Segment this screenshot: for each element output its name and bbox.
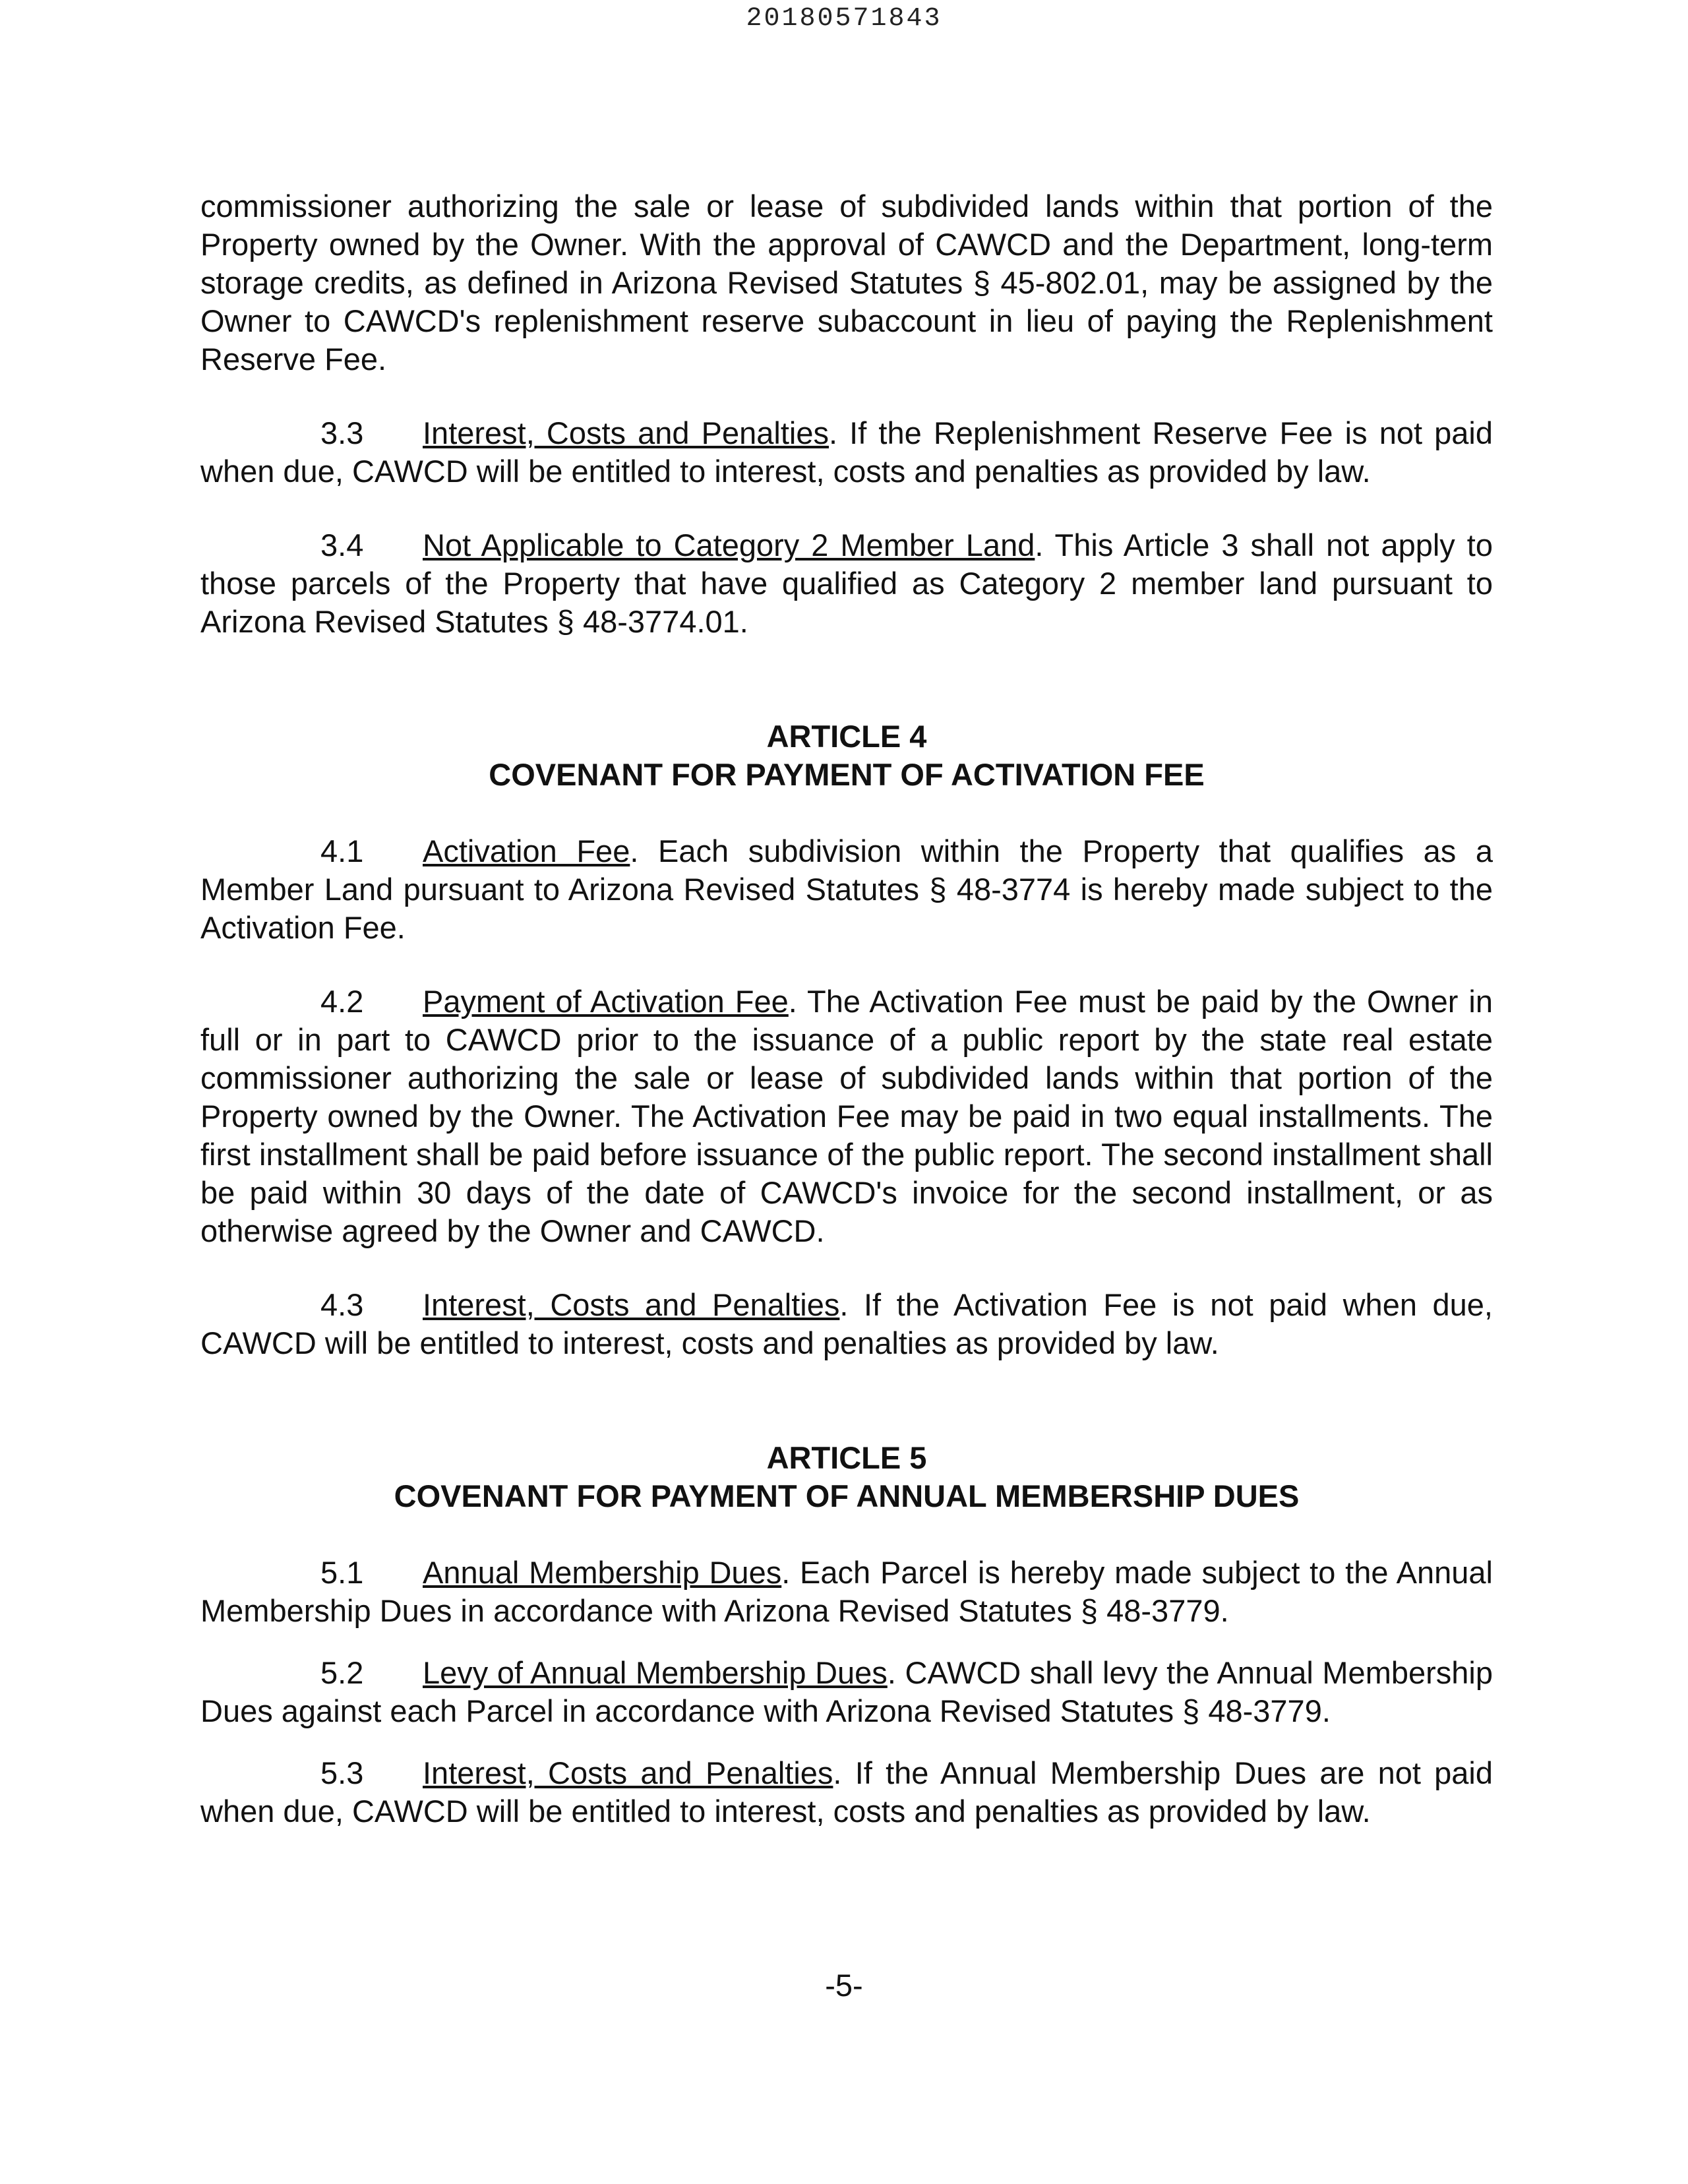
section-text: . If the Replenishment Reserve Fee is not paid when due, CAWCD will be entitled to interest, costs and penalties as provided by law. — [200, 415, 1493, 489]
section-text: . If the Annual Membership Dues are not paid when due, CAWCD will be entitled to interest, costs and penalties as provided by law. — [200, 1755, 1493, 1829]
article-title: ARTICLE 4 — [766, 719, 927, 754]
section-text: . This Article 3 shall not apply to those parcels of the Property that have qualified as Category 2 member land pursuant to Arizona Revised Statutes § 48-3774.01. — [200, 528, 1493, 639]
article-5-heading — [200, 1439, 1493, 1515]
section-title: Interest, Costs and Penalties — [423, 415, 829, 450]
section-number: 4.1 — [320, 834, 364, 868]
section-text: . Each subdivision within the Property that qualifies as a Member Land pursuant to Arizona Revised Statutes § 48-3774 is hereby made subject to the Activation Fee. — [200, 834, 1493, 945]
section-title: Interest, Costs and Penalties — [423, 1287, 840, 1322]
section-title: Activation Fee — [423, 834, 630, 868]
section-number: 5.1 — [320, 1555, 364, 1590]
section-number: 4.3 — [320, 1287, 364, 1322]
section-4-2 — [200, 983, 1493, 1250]
section-5-3 — [200, 1754, 1493, 1831]
section-title: Annual Membership Dues — [423, 1555, 782, 1590]
section-title: Payment of Activation Fee — [423, 984, 789, 1019]
page-body — [200, 187, 1493, 1831]
section-title: Not Applicable to Category 2 Member Land — [423, 528, 1035, 562]
section-4-1 — [200, 832, 1493, 947]
article-title: ARTICLE 5 — [766, 1440, 927, 1475]
section-3-4 — [200, 526, 1493, 641]
section-title: Interest, Costs and Penalties — [423, 1755, 833, 1790]
section-text: . CAWCD shall levy the Annual Membership Dues against each Parcel in accordance with Arizona Revised Statutes § 48-3779. — [200, 1655, 1493, 1728]
intro-paragraph: commissioner authorizing the sale or lease of subdivided lands within that portion of the Property owned by the Owner. With the approval of CAWCD and the Department, long-term storage credits, as defined in Arizona Revised Statutes § 45-802.01, may be assigned by the Owner to CAWCD's replenishment reserve subaccount in lieu of paying the Replenishment Reserve Fee. — [200, 189, 1493, 377]
article-subtitle: COVENANT FOR PAYMENT OF ACTIVATION FEE — [489, 757, 1205, 792]
section-3-3 — [200, 414, 1493, 491]
page-number: -5- — [825, 1968, 863, 2003]
section-text: . The Activation Fee must be paid by the Owner in full or in part to CAWCD prior to the issuance of a public report by the state real estate commissioner authorizing the sale or lease of subdivided lands within that portion of the Property owned by the Owner. The Activation Fee may be paid in two equal installments. The first installment shall be paid before issuance of the public report. The second installment shall be paid within 30 days of the date of CAWCD's invoice for the second installment, or as otherwise agreed by the Owner and CAWCD. — [200, 984, 1493, 1248]
section-number: 3.4 — [320, 528, 364, 562]
section-title: Levy of Annual Membership Dues — [423, 1655, 888, 1690]
section-text: . Each Parcel is hereby made subject to the Annual Membership Dues in accordance with Arizona Revised Statutes § 48-3779. — [200, 1555, 1493, 1628]
section-5-2 — [200, 1654, 1493, 1730]
section-number: 5.3 — [320, 1755, 364, 1790]
section-text: . If the Activation Fee is not paid when due, CAWCD will be entitled to interest, costs and penalties as provided by law. — [200, 1287, 1493, 1360]
section-number: 5.2 — [320, 1655, 364, 1690]
article-subtitle: COVENANT FOR PAYMENT OF ANNUAL MEMBERSHIP DUES — [394, 1478, 1300, 1513]
article-4-heading — [200, 717, 1493, 794]
section-5-1 — [200, 1554, 1493, 1630]
section-number: 4.2 — [320, 984, 364, 1019]
document-number: 20180571843 — [746, 4, 942, 34]
section-4-3 — [200, 1286, 1493, 1362]
section-number: 3.3 — [320, 415, 364, 450]
